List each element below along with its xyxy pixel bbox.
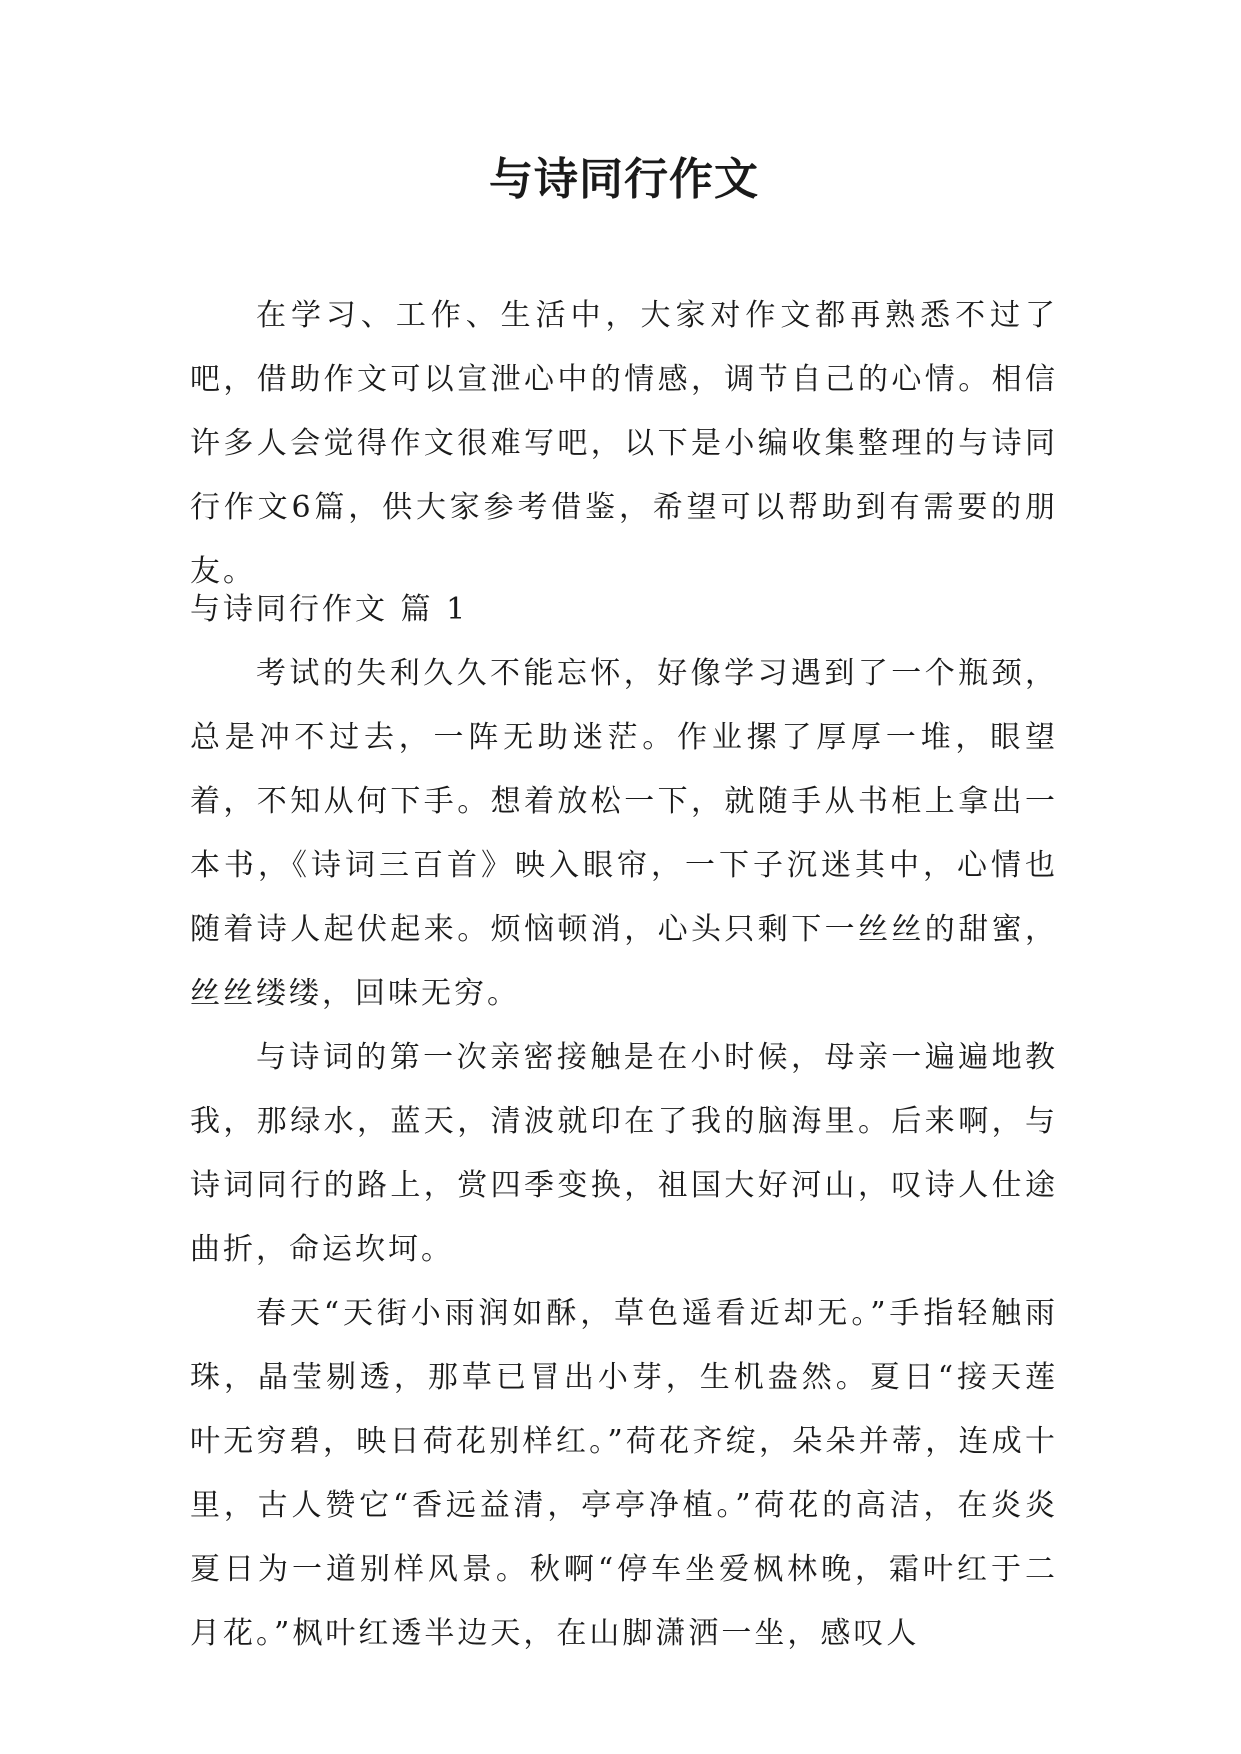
intro-paragraph: 在学习、工作、生活中，大家对作文都再熟悉不过了吧，借助作文可以宣泄心中的情感，调节自己的心情。相信许多人会觉得作文很难写吧，以下是小编收集整理的与诗同行作文6篇，供大家参考借鉴，希望可以帮助到有需要的朋友。 [190,298,1058,589]
essay-section [190,578,1058,1666]
essay-paragraph-3: 春天“天街小雨润如酥，草色遥看近却无。”手指轻触雨珠，晶莹剔透，那草已冒出小芽，生机盎然。夏日“接天莲叶无穷碧，映日荷花别样红。”荷花齐绽，朵朵并蒂，连成十里，古人赞它“香远益清，亭亭净植。”荷花的高洁，在炎炎夏日为一道别样风景。秋啊“停车坐爱枫林晚，霜叶红于二月花。”枫叶红透半边天，在山脚潇洒一坐，感叹人 [190,1296,1058,1651]
document-title: 与诗同行作文 [489,154,759,205]
essay-paragraph-1: 考试的失利久久不能忘怀，好像学习遇到了一个瓶颈，总是冲不过去，一阵无助迷茫。作业摞了厚厚一堆，眼望着，不知从何下手。想着放松一下，就随手从书柜上拿出一本书，《诗词三百首》映入眼帘，一下子沉迷其中，心情也随着诗人起伏起来。烦恼顿消，心头只剩下一丝丝的甜蜜，丝丝缕缕，回味无穷。 [190,656,1058,1011]
section-heading: 与诗同行作文 篇 1 [190,592,469,627]
essay-paragraph-2: 与诗词的第一次亲密接触是在小时候，母亲一遍遍地教我，那绿水，蓝天，清波就印在了我的脑海里。后来啊，与诗词同行的路上，赏四季变换，祖国大好河山，叹诗人仕途曲折，命运坎坷。 [190,1040,1058,1267]
